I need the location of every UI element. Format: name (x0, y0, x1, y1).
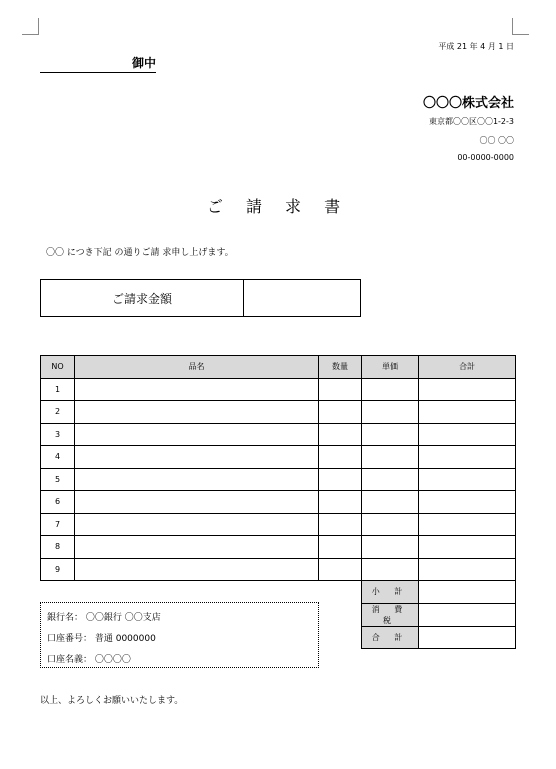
account-number: 口座番号： 普通 0000000 (47, 634, 156, 644)
phone-number: 00-0000-0000 (457, 153, 514, 162)
table-row (41, 401, 516, 424)
row-unit-price[interactable] (362, 536, 419, 559)
row-unit-price[interactable] (362, 378, 419, 401)
tax-label: 消 費 税 (362, 603, 419, 626)
row-total[interactable] (419, 536, 516, 559)
closing-text: 以上、よろしくお願いいたします。 (40, 696, 184, 706)
row-unit-price[interactable] (362, 491, 419, 514)
row-total[interactable] (419, 378, 516, 401)
row-no: 4 (41, 446, 75, 469)
subtotal-value[interactable] (419, 581, 516, 604)
crop-mark-top-left (22, 18, 39, 35)
intro-text: 〇〇 につき下記 の通りご請 求申し上げます。 (46, 248, 234, 258)
row-qty[interactable] (319, 491, 362, 514)
column-header-no: NO (41, 356, 75, 379)
table-row (41, 423, 516, 446)
row-no: 5 (41, 468, 75, 491)
table-row (41, 446, 516, 469)
row-total[interactable] (419, 423, 516, 446)
row-no: 2 (41, 401, 75, 424)
row-item-name[interactable] (75, 468, 319, 491)
row-item-name[interactable] (75, 558, 319, 581)
invoice-amount-label: ご請求金額 (41, 280, 244, 316)
row-total[interactable] (419, 401, 516, 424)
invoice-amount-value[interactable] (244, 280, 360, 316)
invoice-amount-box (40, 279, 361, 317)
row-item-name[interactable] (75, 536, 319, 559)
table-row (41, 378, 516, 401)
row-qty[interactable] (319, 378, 362, 401)
row-no: 7 (41, 513, 75, 536)
total-row (362, 626, 516, 649)
row-qty[interactable] (319, 423, 362, 446)
row-item-name[interactable] (75, 513, 319, 536)
row-qty[interactable] (319, 446, 362, 469)
total-value[interactable] (419, 626, 516, 649)
column-header-total: 合計 (419, 356, 516, 379)
row-item-name[interactable] (75, 423, 319, 446)
row-total[interactable] (419, 513, 516, 536)
totals-table (361, 580, 516, 649)
row-item-name[interactable] (75, 378, 319, 401)
items-header-row (41, 356, 516, 379)
row-qty[interactable] (319, 468, 362, 491)
subtotal-row (362, 581, 516, 604)
company-address: 東京都〇〇区〇〇1-2-3 (428, 117, 514, 126)
row-total[interactable] (419, 468, 516, 491)
row-unit-price[interactable] (362, 468, 419, 491)
row-unit-price[interactable] (362, 423, 419, 446)
company-name: 〇〇〇株式会社 (422, 96, 514, 111)
row-no: 3 (41, 423, 75, 446)
row-unit-price[interactable] (362, 446, 419, 469)
bank-info-box (40, 602, 319, 668)
contact-person: 〇〇 〇〇 (479, 136, 514, 145)
row-no: 8 (41, 536, 75, 559)
table-row (41, 468, 516, 491)
row-qty[interactable] (319, 513, 362, 536)
account-holder: 口座名義： 〇〇〇〇 (47, 655, 131, 665)
row-unit-price[interactable] (362, 401, 419, 424)
table-row (41, 558, 516, 581)
recipient-suffix: 御中 (131, 56, 156, 70)
row-unit-price[interactable] (362, 513, 419, 536)
row-qty[interactable] (319, 558, 362, 581)
row-total[interactable] (419, 491, 516, 514)
column-header-item: 品名 (75, 356, 319, 379)
row-item-name[interactable] (75, 401, 319, 424)
tax-row (362, 603, 516, 626)
row-qty[interactable] (319, 536, 362, 559)
row-item-name[interactable] (75, 491, 319, 514)
row-qty[interactable] (319, 401, 362, 424)
row-total[interactable] (419, 558, 516, 581)
row-no: 6 (41, 491, 75, 514)
row-item-name[interactable] (75, 446, 319, 469)
row-unit-price[interactable] (362, 558, 419, 581)
table-row (41, 513, 516, 536)
crop-mark-top-right (512, 18, 529, 35)
issue-date: 平成 21 年 4 月 1 日 (438, 42, 514, 51)
row-total[interactable] (419, 446, 516, 469)
row-no: 1 (41, 378, 75, 401)
row-no: 9 (41, 558, 75, 581)
bank-name: 銀行名： 〇〇銀行 〇〇支店 (47, 613, 161, 623)
subtotal-label: 小 計 (362, 581, 419, 604)
document-title: ご 請 求 書 (206, 197, 350, 216)
tax-value[interactable] (419, 603, 516, 626)
table-row (41, 536, 516, 559)
total-label: 合 計 (362, 626, 419, 649)
column-header-qty: 数量 (319, 356, 362, 379)
column-header-unit-price: 単価 (362, 356, 419, 379)
table-row (41, 491, 516, 514)
recipient-line (40, 56, 156, 73)
items-table (40, 355, 516, 581)
